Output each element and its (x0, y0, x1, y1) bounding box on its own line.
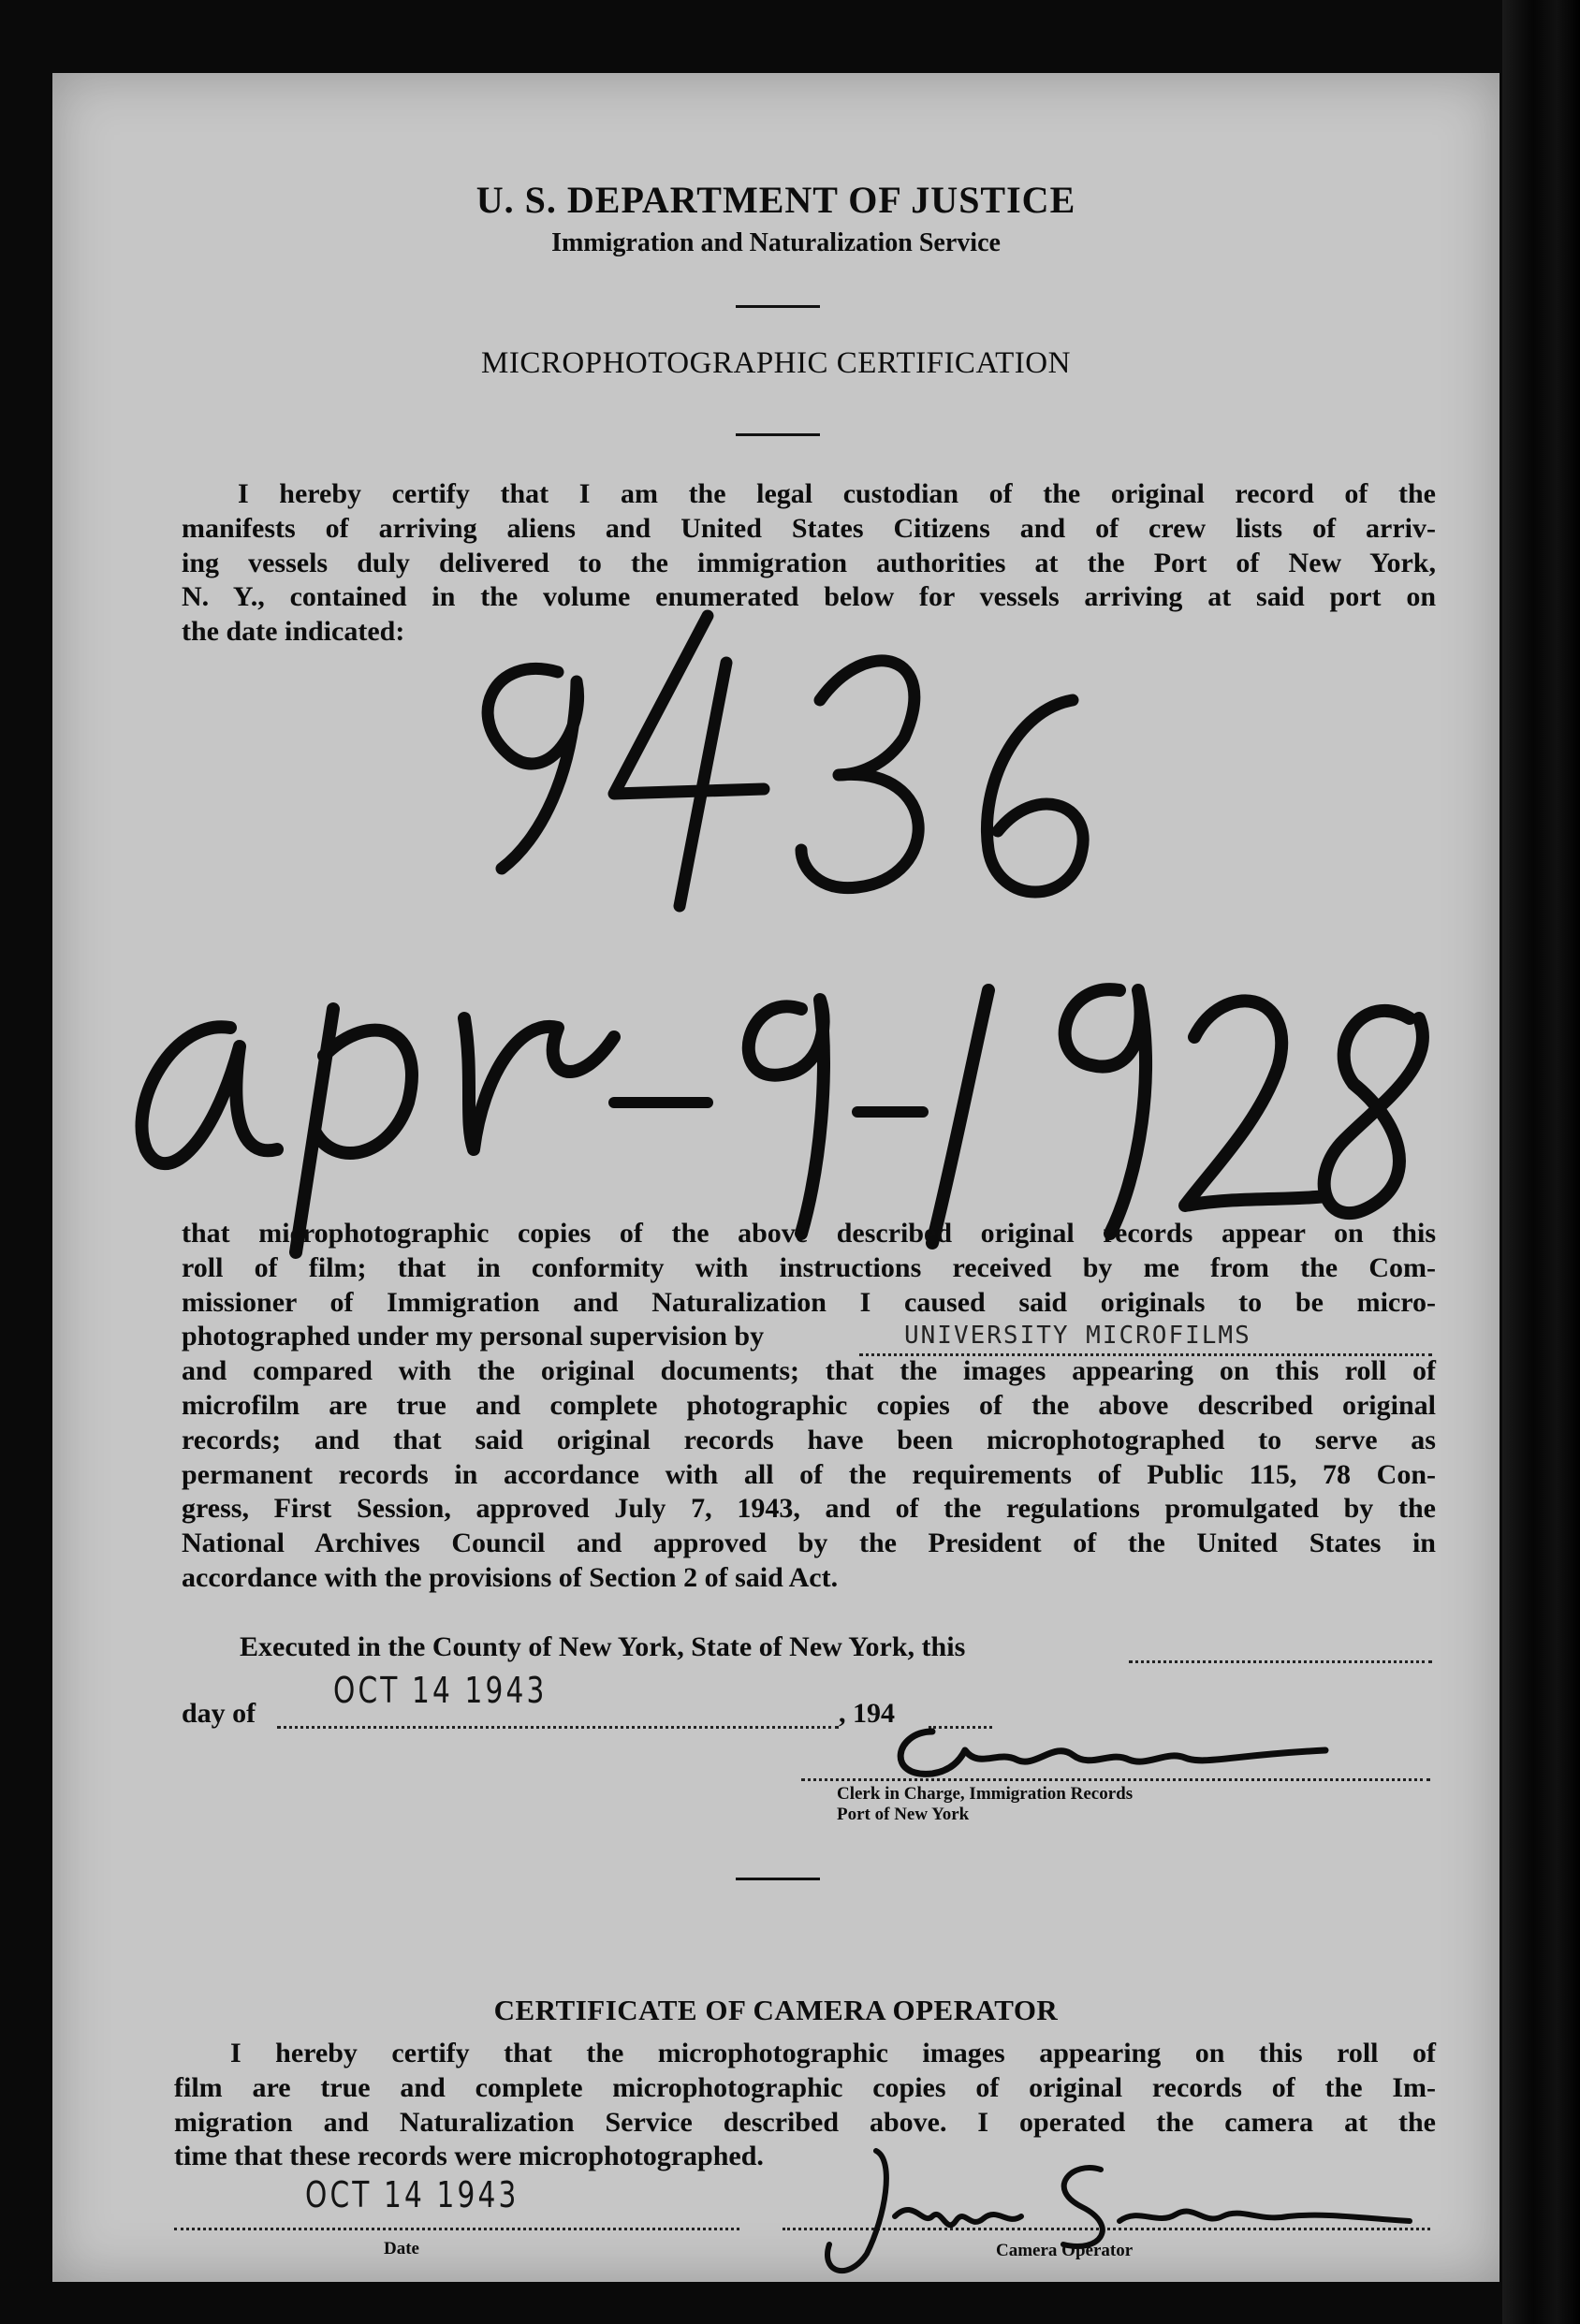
day-of-dotted-line (277, 1726, 839, 1729)
body-line: National Archives Council and approved by the President of the United States in (182, 1527, 1436, 1559)
scan-border (1502, 0, 1580, 2324)
service-subtitle: Immigration and Naturalization Service (551, 228, 1001, 257)
body-line: microfilm are true and complete photographic copies of the above described original (182, 1389, 1436, 1421)
certification-heading: MICROPHOTOGRAPHIC CERTIFICATION (481, 346, 1071, 380)
certification-body-paragraph (182, 1217, 1436, 1596)
supervisor-stamp: UNIVERSITY MICROFILMS (904, 1322, 1251, 1350)
clerk-office: Port of New York (837, 1805, 970, 1824)
year-label: , 194 (839, 1698, 895, 1729)
operator-date-stamp: OCT 14 1943 (305, 2174, 519, 2215)
department-title: U. S. DEPARTMENT OF JUSTICE (475, 179, 1076, 221)
operator-label: Camera Operator (996, 2241, 1134, 2260)
intro-line: ing vessels duly delivered to the immigration authorities at the Port of New York, (182, 547, 1436, 578)
operator-line: migration and Naturalization Service described above. I operated the camera at the (174, 2106, 1436, 2138)
intro-line: I hereby certify that I am the legal custodian of the original record of the (238, 478, 1436, 509)
execution-date-stamp: OCT 14 1943 (333, 1670, 548, 1711)
body-line: that microphotographic copies of the above described original records appear on this (182, 1218, 1436, 1249)
camera-operator-heading: CERTIFICATE OF CAMERA OPERATOR (493, 1994, 1059, 2026)
intro-line: the date indicated: (182, 616, 405, 648)
intro-line: manifests of arriving aliens and United States Citizens and of crew lists of arriv- (182, 512, 1436, 544)
body-line: gress, First Session, approved July 7, 1943, and of the regulations promulgated by the (182, 1493, 1436, 1525)
body-line: photographed under my personal supervision by (182, 1321, 765, 1352)
clerk-title: Clerk in Charge, Immigration Records (837, 1784, 1134, 1804)
divider (736, 433, 820, 436)
date-dotted-line (174, 2228, 739, 2230)
execution-day-dotted-line (1129, 1660, 1432, 1663)
body-line: permanent records in accordance with all of the requirements of Public 115, 78 Con- (182, 1458, 1436, 1490)
date-label: Date (384, 2239, 419, 2258)
body-line: roll of film; that in conformity with instructions received by me from the Com- (182, 1251, 1436, 1283)
execution-line: Executed in the County of New York, State of New York, this (240, 1631, 966, 1662)
day-of-label: day of (182, 1698, 256, 1729)
body-line: missioner of Immigration and Naturalization I caused said originals to be micro- (182, 1286, 1436, 1318)
divider (736, 1878, 820, 1880)
handwritten-volume-number (417, 597, 1129, 934)
divider (736, 305, 820, 308)
operator-line: time that these records were microphotographed. (174, 2141, 764, 2172)
certificate-page (52, 73, 1500, 2282)
body-line: records; and that said original records have been microphotographed to serve as (182, 1424, 1436, 1455)
supervisor-dotted-line (859, 1353, 1432, 1356)
operator-line: film are true and complete microphotographic copies of original records of the Im- (174, 2071, 1436, 2103)
intro-line: N. Y., contained in the volume enumerated below for vessels arriving at said port on (182, 581, 1436, 613)
operator-line: I hereby certify that the microphotographic images appearing on this roll of (230, 2038, 1436, 2068)
body-line: accordance with the provisions of Section 2 of said Act. (182, 1561, 839, 1593)
body-line: and compared with the original documents; that the images appearing on this roll of (182, 1355, 1436, 1387)
